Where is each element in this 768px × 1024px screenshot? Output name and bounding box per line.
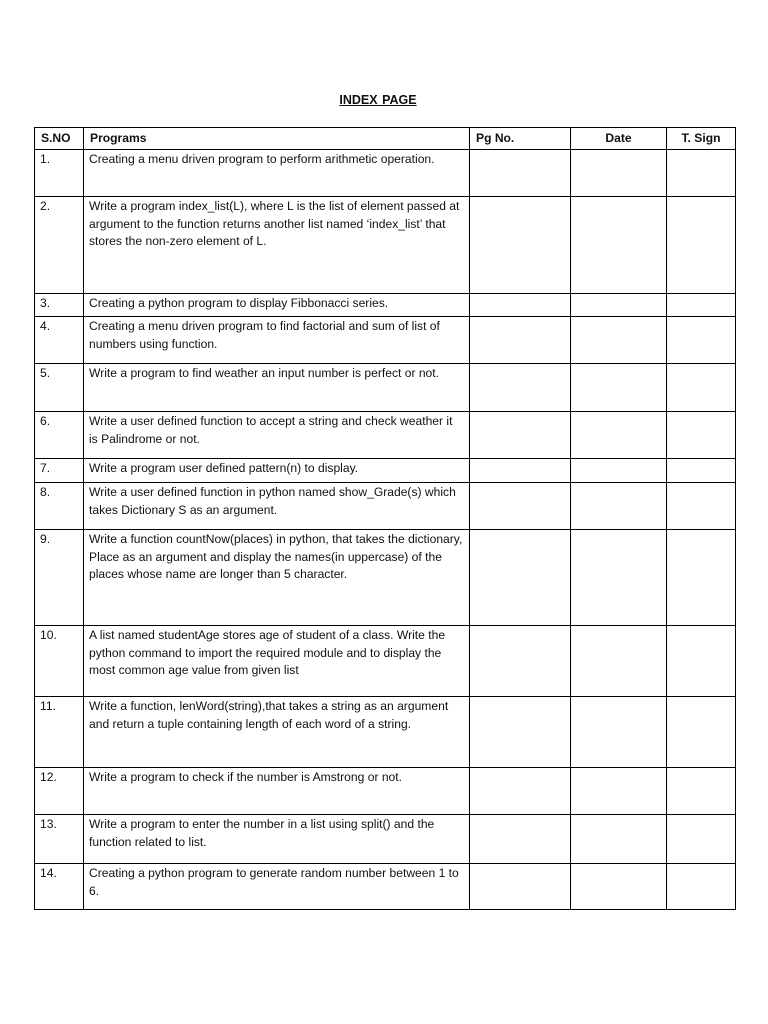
table-row bbox=[35, 364, 736, 412]
date-cell bbox=[571, 530, 667, 626]
teacher-sign-cell bbox=[667, 412, 736, 459]
sno-cell: 2. bbox=[35, 197, 84, 294]
teacher-sign-cell bbox=[667, 364, 736, 412]
sno-cell: 14. bbox=[35, 864, 84, 910]
sno-cell: 13. bbox=[35, 815, 84, 864]
table-row bbox=[35, 530, 736, 626]
program-cell: Write a program to find weather an input number is perfect or not. bbox=[84, 364, 470, 412]
table-row bbox=[35, 626, 736, 697]
page-number-cell bbox=[470, 815, 571, 864]
page-number-cell bbox=[470, 197, 571, 294]
sno-cell: 4. bbox=[35, 317, 84, 364]
teacher-sign-cell bbox=[667, 317, 736, 364]
page-number-cell bbox=[470, 864, 571, 910]
date-cell bbox=[571, 483, 667, 530]
date-cell bbox=[571, 459, 667, 483]
table-row bbox=[35, 317, 736, 364]
teacher-sign-cell bbox=[667, 697, 736, 768]
date-cell bbox=[571, 412, 667, 459]
program-cell: Creating a menu driven program to perform arithmetic operation. bbox=[84, 150, 470, 197]
table-row bbox=[35, 864, 736, 910]
sno-cell: 3. bbox=[35, 294, 84, 317]
teacher-sign-cell bbox=[667, 197, 736, 294]
table-row bbox=[35, 483, 736, 530]
page-number-cell bbox=[470, 412, 571, 459]
date-cell bbox=[571, 150, 667, 197]
header-programs: Programs bbox=[84, 128, 470, 150]
header-sno: S.NO bbox=[35, 128, 84, 150]
program-cell: Creating a python program to generate random number between 1 to 6. bbox=[84, 864, 470, 910]
teacher-sign-cell bbox=[667, 530, 736, 626]
program-cell: Write a function, lenWord(string),that takes a string as an argument and return a tuple containing length of each word of a string. bbox=[84, 697, 470, 768]
sno-cell: 7. bbox=[35, 459, 84, 483]
header-page-number: Pg No. bbox=[470, 128, 571, 150]
header-date: Date bbox=[571, 128, 667, 150]
table-row bbox=[35, 412, 736, 459]
program-cell: Write a program to enter the number in a list using split() and the function related to list. bbox=[84, 815, 470, 864]
teacher-sign-cell bbox=[667, 768, 736, 815]
table-row bbox=[35, 815, 736, 864]
page-number-cell bbox=[470, 294, 571, 317]
sno-cell: 9. bbox=[35, 530, 84, 626]
page-number-cell bbox=[470, 150, 571, 197]
page-number-cell bbox=[470, 483, 571, 530]
header-teacher-sign: T. Sign bbox=[667, 128, 736, 150]
page-number-cell bbox=[470, 697, 571, 768]
program-cell: Write a program index_list(L), where L is the list of element passed at argument to the function returns another list named ‘index_list’ that stores the non-zero element of L. bbox=[84, 197, 470, 294]
page-number-cell bbox=[470, 364, 571, 412]
sno-cell: 1. bbox=[35, 150, 84, 197]
page-title: INDEX PAGE bbox=[339, 93, 417, 107]
program-cell: Write a user defined function to accept a string and check weather it is Palindrome or not. bbox=[84, 412, 470, 459]
teacher-sign-cell bbox=[667, 150, 736, 197]
program-cell: Write a program to check if the number is Amstrong or not. bbox=[84, 768, 470, 815]
date-cell bbox=[571, 697, 667, 768]
table-row bbox=[35, 459, 736, 483]
page-number-cell bbox=[470, 317, 571, 364]
program-cell: Creating a menu driven program to find factorial and sum of list of numbers using function. bbox=[84, 317, 470, 364]
date-cell bbox=[571, 317, 667, 364]
date-cell bbox=[571, 864, 667, 910]
program-cell: Write a user defined function in python named show_Grade(s) which takes Dictionary S as an argument. bbox=[84, 483, 470, 530]
sno-cell: 5. bbox=[35, 364, 84, 412]
page-number-cell bbox=[470, 768, 571, 815]
teacher-sign-cell bbox=[667, 483, 736, 530]
date-cell bbox=[571, 768, 667, 815]
table-row bbox=[35, 697, 736, 768]
table-row bbox=[35, 150, 736, 197]
sno-cell: 10. bbox=[35, 626, 84, 697]
date-cell bbox=[571, 626, 667, 697]
sno-cell: 11. bbox=[35, 697, 84, 768]
teacher-sign-cell bbox=[667, 294, 736, 317]
table-row bbox=[35, 768, 736, 815]
table-row bbox=[35, 294, 736, 317]
teacher-sign-cell bbox=[667, 459, 736, 483]
program-cell: Creating a python program to display Fibbonacci series. bbox=[84, 294, 470, 317]
sno-cell: 6. bbox=[35, 412, 84, 459]
teacher-sign-cell bbox=[667, 626, 736, 697]
page-number-cell bbox=[470, 459, 571, 483]
page-number-cell bbox=[470, 530, 571, 626]
date-cell bbox=[571, 815, 667, 864]
date-cell bbox=[571, 294, 667, 317]
date-cell bbox=[571, 197, 667, 294]
sno-cell: 12. bbox=[35, 768, 84, 815]
program-cell: Write a function countNow(places) in python, that takes the dictionary, Place as an argument and display the names(in uppercase) of the places whose name are longer than 5 character. bbox=[84, 530, 470, 626]
teacher-sign-cell bbox=[667, 815, 736, 864]
program-cell: Write a program user defined pattern(n) to display. bbox=[84, 459, 470, 483]
page-number-cell bbox=[470, 626, 571, 697]
date-cell bbox=[571, 364, 667, 412]
header-row bbox=[35, 128, 736, 150]
index-table bbox=[34, 127, 736, 910]
teacher-sign-cell bbox=[667, 864, 736, 910]
sno-cell: 8. bbox=[35, 483, 84, 530]
program-cell: A list named studentAge stores age of student of a class. Write the python command to import the required module and to display the most common age value from given list bbox=[84, 626, 470, 697]
table-row bbox=[35, 197, 736, 294]
